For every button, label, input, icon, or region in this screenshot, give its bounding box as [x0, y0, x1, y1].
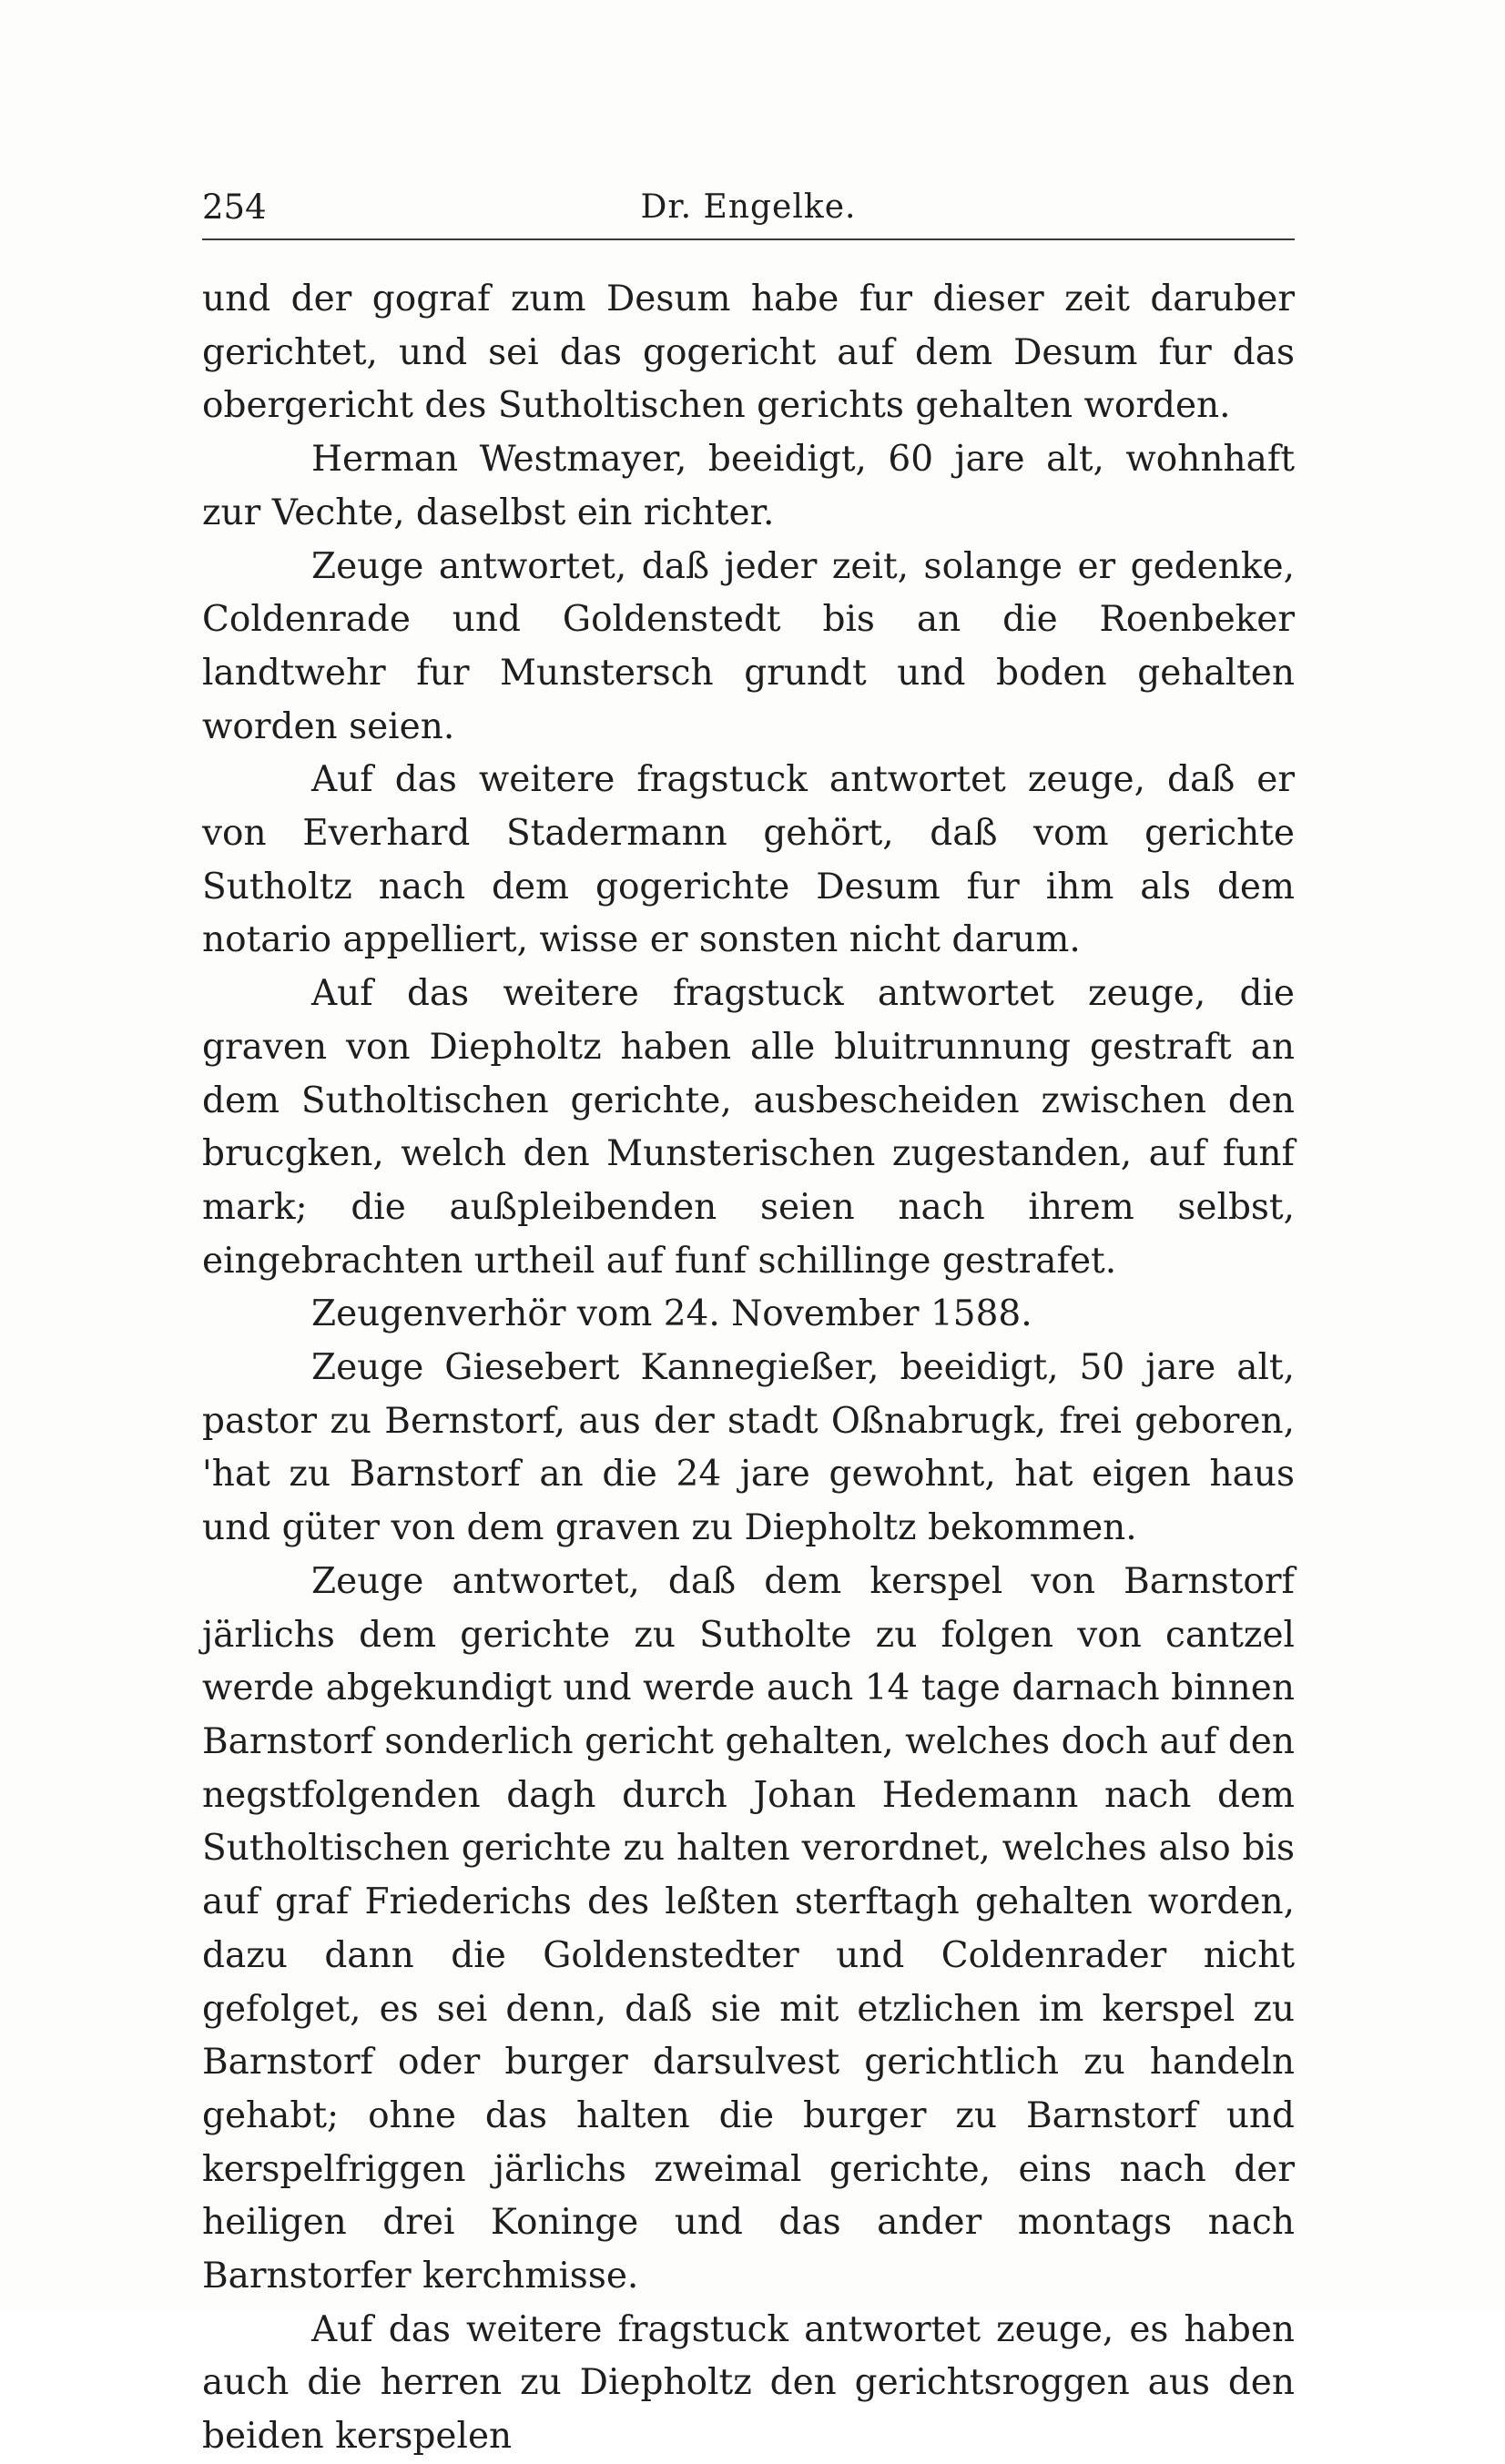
paragraph: Zeuge antwortet, daß dem kerspel von Barnstorf järlichs dem gerichte zu Sutholte zu folgen von cantzel werde abgekundigt und werde auch 14 tage darnach binnen Barnstorf sonderlich gericht gehalten, welches doch auf den negstfolgenden dagh durch Johan Hedemann nach dem Sutholtischen gerichte zu halten verordnet, welches also bis auf graf Friederichs des leßten sterftagh gehalten worden, dazu dann die Goldenstedter und Coldenrader nicht gefolget, es sei denn, daß sie mit etzlichen im kerspel zu Barnstorf oder burger darsulvest gerichtlich zu handeln gehabt; ohne das halten die burger zu Barnstorf und kerspelfriggen järlichs zweimal gerichte, eins nach der heiligen drei Koninge und das ander montags nach Barnstorfer kerchmisse. [202, 1560, 1295, 2297]
section-heading: Zeugenverhör vom 24. November 1588. [311, 1293, 1032, 1335]
paragraph: Herman Westmayer, beeidigt, 60 jare alt, wohnhaft zur Vechte, daselbst ein richter. [202, 439, 1295, 533]
paragraph: Zeuge antwortet, daß jeder zeit, solange er gedenke, Coldenrade und Goldenstedt bis an die Roenbeker landtwehr fur Munstersch grundt und boden gehalten worden seien. [202, 545, 1295, 747]
header-rule [202, 238, 1295, 240]
body-text [202, 273, 1295, 2464]
paragraph: und der gograf zum Desum habe fur dieser zeit daruber gerichtet, und sei das gogericht auf dem Desum fur das obergericht des Sutholtischen gerichts gehalten worden. [202, 279, 1295, 427]
page-header [202, 180, 1295, 235]
running-head: Dr. Engelke. [640, 188, 857, 226]
paragraph: Zeuge Giesebert Kannegießer, beeidigt, 50 jare alt, pastor zu Bernstorf, aus der stadt Oßnabrugk, frei geboren, 'hat zu Barnstorf an die 24 jare gewohnt, hat eigen haus und güter von dem graven zu Diepholtz bekommen. [202, 1347, 1295, 1549]
page-number: 254 [202, 188, 267, 227]
paragraph: Auf das weitere fragstuck antwortet zeuge, daß er von Everhard Stadermann gehört, daß vom gerichte Sutholtz nach dem gogerichte Desum fur ihm als dem notario appelliert, wisse er sonsten nicht darum. [202, 759, 1295, 961]
paragraph: Auf das weitere fragstuck antwortet zeuge, die graven von Diepholtz haben alle bluitrunnung gestraft an dem Sutholtischen gerichte, ausbescheiden zwischen den brucgken, welch den Munsterischen zugestanden, auf funf mark; die außpleibenden seien nach ihrem selbst, eingebrachten urtheil auf funf schillinge gestrafet. [202, 973, 1295, 1282]
paragraph: Auf das weitere fragstuck antwortet zeuge, es haben auch die herren zu Diepholtz den gerichtsroggen aus den beiden kerspelen [202, 2308, 1295, 2458]
